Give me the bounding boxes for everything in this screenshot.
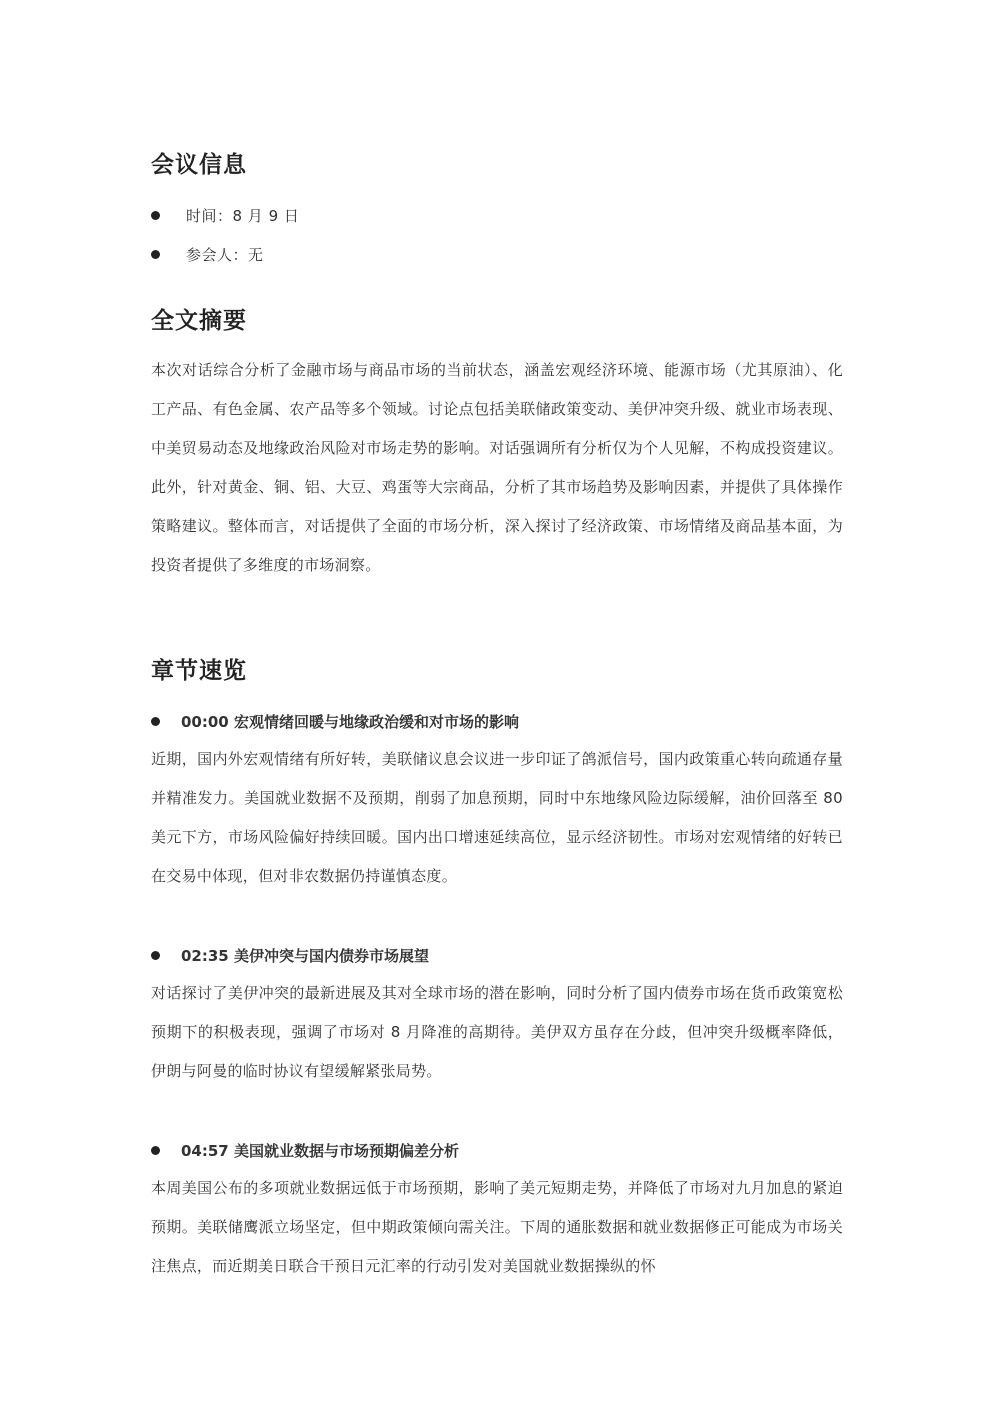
chapter-text: 对话探讨了美伊冲突的最新进展及其对全球市场的潜在影响，同时分析了国内债券市场在货币政策宽松预期下的积极表现，强调了市场对 8 月降准的高期待。美伊双方虽存在分歧，但冲突升级概率降低，伊朗与阿曼的临时协议有望缓解紧张局势。 xyxy=(151,984,843,1080)
meeting-info-heading: 会议信息 xyxy=(151,152,247,178)
bullet-icon xyxy=(151,951,160,960)
chapter-text: 本周美国公布的多项就业数据远低于市场预期，影响了美元短期走势，并降低了市场对九月加息的紧迫预期。美联储鹰派立场坚定，但中期政策倾向需关注。下周的通胀数据和就业数据修正可能成为市场关注焦点，而近期美日联合干预日元汇率的行动引发对美国就业数据操纵的怀 xyxy=(151,1179,843,1275)
bullet-icon xyxy=(151,211,160,220)
summary-text: 本次对话综合分析了金融市场与商品市场的当前状态，涵盖宏观经济环境、能源市场（尤其原油）、化工产品、有色金属、农产品等多个领域。讨论点包括美联储政策变动、美伊冲突升级、就业市场表现、中美贸易动态及地缘政治风险对市场走势的影响。对话强调所有分析仅为个人见解，不构成投资建议。此外，针对黄金、铜、铝、大豆、鸡蛋等大宗商品，分析了其市场趋势及影响因素，并提供了具体操作策略建议。整体而言，对话提供了全面的市场分析，深入探讨了经济政策、市场情绪及商品基本面，为投资者提供了多维度的市场洞察。 xyxy=(151,361,843,574)
chapter-title-item xyxy=(151,709,843,733)
bullet-icon xyxy=(151,717,160,726)
bullet-icon xyxy=(151,1146,160,1155)
chapters-heading: 章节速览 xyxy=(151,658,247,684)
chapter-title-item xyxy=(151,1138,843,1162)
chapter-title-item xyxy=(151,943,843,967)
chapter-title: 04:57 美国就业数据与市场预期偏差分析 xyxy=(181,1141,459,1160)
bullet-icon xyxy=(151,250,160,259)
chapter-text: 近期，国内外宏观情绪有所好转，美联储议息会议进一步印证了鸽派信号，国内政策重心转向疏通存量并精准发力。美国就业数据不及预期，削弱了加息预期，同时中东地缘风险边际缓解，油价回落至 80 美元下方，市场风险偏好持续回暖。国内出口增速延续高位，显示经济韧性。市场对宏观情绪的好转已在交易中体现，但对非农数据仍持谨慎态度。 xyxy=(151,750,843,885)
chapter-title: 02:35 美伊冲突与国内债券市场展望 xyxy=(181,946,429,965)
summary-heading: 全文摘要 xyxy=(151,308,247,334)
chapter-title: 00:00 宏观情绪回暖与地缘政治缓和对市场的影响 xyxy=(181,712,519,731)
meeting-attendees: 参会人：无 xyxy=(186,245,264,264)
meeting-attendees-item xyxy=(151,242,843,266)
meeting-time: 时间：8 月 9 日 xyxy=(186,206,300,225)
meeting-time-item xyxy=(151,203,843,227)
